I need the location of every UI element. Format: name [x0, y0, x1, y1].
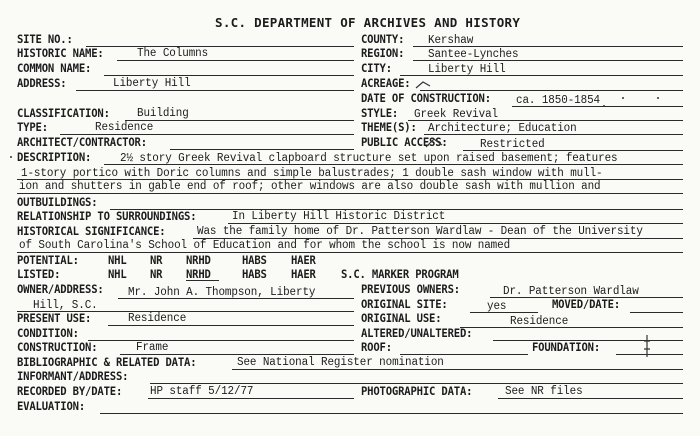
site-no-label: SITE NO.:	[17, 32, 73, 46]
theme-label: THEME(S):	[361, 120, 417, 134]
present-use-value: Residence	[128, 312, 187, 325]
listed-nhl: NHL	[108, 267, 127, 281]
bibliographic-label: BIBLIOGRAPHIC & RELATED DATA:	[17, 355, 197, 369]
description-label: DESCRIPTION:	[17, 150, 92, 164]
present-use-label: PRESENT USE:	[17, 311, 92, 325]
recorded-by-line	[148, 398, 354, 399]
evaluation-label: EVALUATION:	[17, 399, 86, 413]
historical-significance-label: HISTORICAL SIGNIFICANCE:	[17, 224, 166, 238]
architect-label: ARCHITECT/CONTRACTOR:	[17, 135, 147, 149]
bibliographic-value: See National Register nomination	[237, 356, 444, 369]
original-use-label: ORIGINAL USE:	[361, 311, 442, 325]
region-value: Santee-Lynches	[428, 48, 519, 61]
owner-address-line-1	[118, 298, 354, 299]
theme-value: Architecture; Education	[428, 122, 577, 135]
public-access-line	[463, 150, 683, 151]
classification-value: Building	[137, 107, 189, 120]
potential-nhl: NHL	[108, 253, 127, 267]
type-label: TYPE:	[17, 120, 48, 134]
construction-label: CONSTRUCTION:	[17, 340, 98, 354]
acreage-label: ACREAGE:	[361, 76, 411, 90]
description-line-3: ion and shutters in gable end of roof; other windows are also double sash with mullion and	[19, 180, 601, 193]
theme-line	[424, 134, 683, 135]
address-label: ADDRESS:	[17, 76, 67, 90]
original-site-value: yes	[487, 300, 507, 313]
relationship-value: In Liberty Hill Historic District	[232, 210, 446, 223]
marker-program-label: S.C. MARKER PROGRAM	[341, 267, 459, 281]
listed-habs: HABS	[242, 267, 267, 281]
form-title: S.C. DEPARTMENT OF ARCHIVES AND HISTORY	[215, 15, 521, 30]
potential-habs: HABS	[242, 253, 267, 267]
description-rule-3	[17, 193, 683, 194]
original-site-line	[470, 312, 538, 313]
scan-speck	[622, 97, 624, 99]
potential-nr: NR	[150, 253, 163, 267]
historical-significance-line-2: of South Carolina's School of Education and for whom the school is now named	[19, 239, 511, 252]
handwritten-mark	[640, 333, 654, 361]
description-line-2: 1-story portico with Doric columns and simple balustrades; 1 double sash window with mull-	[21, 167, 603, 180]
potential-nrhd: NRHD	[186, 253, 211, 267]
original-site-label: ORIGINAL SITE:	[361, 297, 448, 311]
foundation-label: FOUNDATION:	[532, 340, 601, 354]
common-name-line	[104, 75, 354, 76]
outbuildings-label: OUTBUILDINGS:	[17, 195, 98, 209]
recorded-by-value: HP staff 5/12/77	[150, 385, 254, 398]
city-value: Liberty Hill	[428, 63, 506, 76]
classification-line	[125, 120, 354, 121]
relationship-label: RELATIONSHIP TO SURROUNDINGS:	[17, 209, 197, 223]
roof-line	[400, 354, 528, 355]
photographic-line	[498, 398, 683, 399]
public-access-value: Restricted	[480, 138, 545, 151]
previous-owners-value: Dr. Patterson Wardlaw	[503, 285, 639, 298]
date-construction-value: ca. 1850-1854	[516, 94, 601, 107]
style-label: STYLE:	[361, 106, 399, 120]
type-value: Residence	[95, 121, 154, 134]
previous-owners-label: PREVIOUS OWNERS:	[361, 282, 460, 296]
listed-label: LISTED:	[17, 267, 61, 281]
informant-label: INFORMANT/ADDRESS:	[17, 369, 129, 383]
handwritten-mark	[415, 80, 431, 90]
region-line	[413, 60, 683, 61]
date-construction-label: DATE OF CONSTRUCTION:	[361, 91, 491, 105]
region-label: REGION:	[361, 46, 405, 60]
owner-address-value-2: Hill, S.C.	[33, 299, 98, 312]
listed-nrhd: NRHD	[186, 267, 211, 281]
site-no-line	[86, 46, 354, 47]
city-line	[400, 75, 683, 76]
scan-speck	[603, 105, 605, 107]
relationship-line	[228, 223, 683, 224]
classification-label: CLASSIFICATION:	[17, 106, 110, 120]
address-line	[76, 90, 354, 91]
address-value: Liberty Hill	[113, 77, 191, 90]
historic-name-label: HISTORIC NAME:	[17, 46, 104, 60]
moved-date-line	[630, 312, 683, 313]
photographic-label: PHOTOGRAPHIC DATA:	[361, 384, 473, 398]
listed-nr: NR	[150, 267, 163, 281]
style-line	[408, 120, 683, 121]
recorded-by-label: RECORDED BY/DATE:	[17, 384, 123, 398]
public-access-label: PUBLIC ACCESS:	[361, 135, 448, 149]
date-construction-line	[512, 106, 683, 107]
scan-speck	[657, 97, 659, 99]
potential-haer: HAER	[291, 253, 316, 267]
city-label: CITY:	[361, 61, 392, 75]
scan-speck	[10, 156, 12, 158]
bibliographic-line	[232, 369, 683, 370]
owner-address-label: OWNER/ADDRESS:	[17, 282, 104, 296]
condition-label: CONDITION:	[17, 326, 79, 340]
condition-line	[88, 340, 354, 341]
description-rule-1	[104, 164, 683, 165]
listed-haer: HAER	[291, 267, 316, 281]
common-name-label: COMMON NAME:	[17, 61, 92, 75]
description-line-1: 2½ story Greek Revival clapboard structure set upon raised basement; features	[120, 152, 618, 165]
evaluation-line	[100, 413, 683, 414]
style-value: Greek Revival	[414, 108, 499, 121]
county-value: Kershaw	[428, 34, 474, 47]
present-use-line	[108, 325, 354, 326]
historic-name-value: The Columns	[137, 47, 209, 60]
roof-label: ROOF:	[361, 340, 392, 354]
owner-address-value-1: Mr. John A. Thompson, Liberty	[128, 286, 316, 299]
county-line	[413, 46, 683, 47]
county-label: COUNTY:	[361, 32, 405, 46]
photographic-value: See NR files	[505, 385, 583, 398]
altered-label: ALTERED/UNALTERED:	[361, 326, 473, 340]
original-use-line	[460, 327, 683, 328]
historical-significance-line-1: Was the family home of Dr. Patterson Wardlaw - Dean of the University	[197, 225, 643, 238]
architect-line	[170, 149, 354, 150]
listed-nrhd-underline	[186, 280, 219, 281]
potential-label: POTENTIAL:	[17, 253, 79, 267]
construction-value: Frame	[136, 341, 169, 354]
moved-date-label: MOVED/DATE:	[552, 297, 621, 311]
original-use-value: Residence	[510, 315, 569, 328]
historic-name-line	[117, 60, 354, 61]
handwritten-mark	[425, 137, 443, 149]
